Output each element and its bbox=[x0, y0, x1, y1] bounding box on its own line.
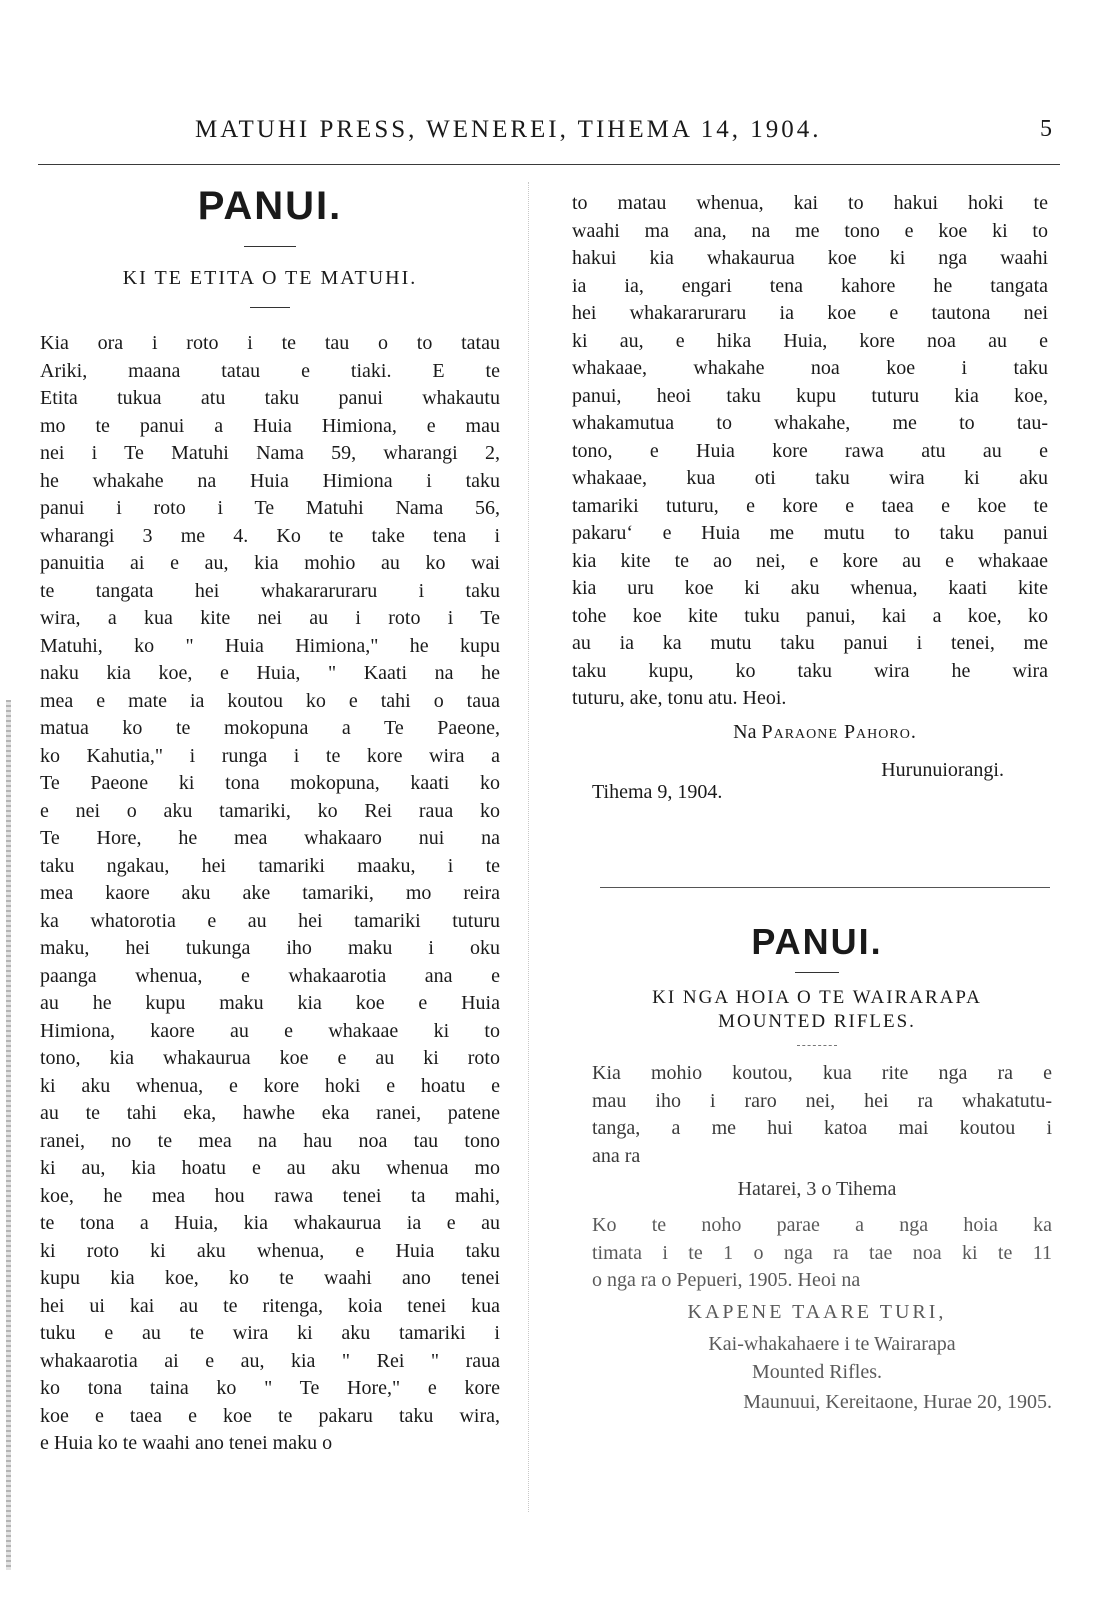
notice2-paragraph-2 bbox=[582, 1212, 1052, 1295]
text-line: Etita tukua atu taku panui whakautu bbox=[40, 387, 500, 409]
text-line: ia ia, engari tena kahore he tangata bbox=[572, 274, 1048, 297]
text-line: Te Paeone ki tona mokopuna, kaati ko bbox=[40, 772, 500, 794]
signature-prefix: Na bbox=[733, 720, 757, 743]
notice2-subtitle-line2: MOUNTED RIFLES. bbox=[718, 1011, 916, 1032]
text-line: ko Kahutia," i runga i te kore wira a bbox=[40, 744, 500, 767]
page-number: 5 bbox=[1040, 116, 1055, 142]
text-line: au ia ka mutu taku panui i tenei, me bbox=[572, 632, 1048, 654]
header-rule bbox=[38, 164, 1060, 165]
notice2-title-rule bbox=[795, 972, 839, 973]
text-line: panuitia ai e au, kia mohio au ko wai bbox=[40, 552, 500, 574]
binding-edge bbox=[6, 700, 11, 1570]
signature-name: Paraone Pahoro. bbox=[761, 720, 917, 743]
text-line: ko tona taina ko " Te Hore," e kore bbox=[40, 1377, 500, 1399]
notice-title: PANUI. bbox=[197, 184, 343, 228]
notice-2 bbox=[582, 918, 1052, 1419]
text-line: Te Hore, he mea whakaaro nui na bbox=[40, 827, 500, 849]
text-line: Ariki, maana tatau e tiaki. E te bbox=[40, 359, 500, 382]
text-line: koe e taea e koe te pakaru taku wira, bbox=[40, 1404, 500, 1427]
text-line: ka whatorotia e au hei tamariki tuturu bbox=[40, 909, 500, 932]
text-line: mea e mate ia koutou ko e tahi o taua bbox=[40, 689, 500, 712]
text-line: mau iho i raro nei, hei ra whakatutu- bbox=[592, 1089, 1052, 1112]
text-line: ki au, kia hoatu e au aku whenua mo bbox=[40, 1157, 500, 1179]
text-line: hei ui kai au te ritenga, koia tenei kua bbox=[40, 1294, 500, 1317]
text-line: au he kupu maku kia koe e Huia bbox=[40, 992, 500, 1014]
text-line: nei i Te Matuhi Nama 59, wharangi 2, bbox=[40, 442, 500, 464]
subtitle-rule bbox=[250, 307, 290, 308]
left-column bbox=[40, 176, 500, 1458]
text-line: matua ko te mokopuna a Te Paeone, bbox=[40, 717, 500, 739]
signature-line bbox=[572, 721, 1048, 749]
text-line: tuku e au te wira ki aku tamariki i bbox=[40, 1322, 500, 1344]
text-line: timata i te 1 o nga ra tae noa ki te 11 bbox=[592, 1241, 1052, 1264]
text-line: mea kaore aku ake tamariki, mo reira bbox=[40, 882, 500, 904]
notice2-date-line: Hatarei, 3 o Tihema bbox=[737, 1178, 897, 1200]
text-line: tono, kia whakaurua koe e au ki roto bbox=[40, 1047, 500, 1069]
notice2-paragraph-1 bbox=[582, 1060, 1052, 1170]
column-separator bbox=[528, 182, 529, 1512]
text-line: to matau whenua, kai to hakui hoki te bbox=[572, 192, 1048, 214]
text-line: mo te panui a Huia Himiona, e mau bbox=[40, 414, 500, 437]
text-line: koe, he mea hou rawa tenei ta mahi, bbox=[40, 1184, 500, 1207]
signature-place: Hurunuiorangi. bbox=[881, 758, 1004, 781]
text-line: tono, e Huia kore rawa atu au e bbox=[572, 439, 1048, 462]
text-line: Ko te noho parae a nga hoia ka bbox=[592, 1214, 1052, 1236]
text-line: ana ra bbox=[592, 1144, 641, 1167]
text-line: he whakahe na Huia Himiona i taku bbox=[40, 469, 500, 492]
text-line: naku kia koe, e Huia, " Kaati na he bbox=[40, 662, 500, 684]
notice2-place-date: Maunuui, Kereitaone, Hurae 20, 1905. bbox=[743, 1390, 1052, 1413]
text-line: taku kupu, ko taku wira he wira bbox=[572, 659, 1048, 682]
notice-body-continued bbox=[572, 190, 1048, 713]
right-column bbox=[572, 190, 1048, 807]
notice2-role-line2: Mounted Rifles. bbox=[752, 1360, 882, 1383]
text-line: panui i roto i Te Matuhi Nama 56, bbox=[40, 497, 500, 519]
text-line: tuturu, ake, tonu atu. Heoi. bbox=[572, 687, 787, 709]
text-line: tamariki tuturu, e kore e taea e koe te bbox=[572, 494, 1048, 517]
notice-subtitle: KI TE ETITA O TE MATUHI. bbox=[122, 267, 418, 289]
text-line: ki aku whenua, e kore hoki e hoatu e bbox=[40, 1074, 500, 1097]
text-line: Himiona, kaore au e whakaae ki to bbox=[40, 1019, 500, 1042]
text-line: au te tahi eka, hawhe eka ranei, patene bbox=[40, 1102, 500, 1124]
text-line: te tangata hei whakararuraru i taku bbox=[40, 579, 500, 602]
text-line: panui, heoi taku kupu tuturu kia koe, bbox=[572, 384, 1048, 407]
text-line: whakaarotia ai e au, kia " Rei " raua bbox=[40, 1349, 500, 1372]
text-line: e Huia ko te waahi ano tenei maku o bbox=[40, 1432, 333, 1454]
text-line: paanga whenua, e whakaarotia ana e bbox=[40, 964, 500, 987]
text-line: ki roto ki aku whenua, e Huia taku bbox=[40, 1239, 500, 1262]
text-line: Kia mohio koutou, kua rite nga ra e bbox=[592, 1062, 1052, 1084]
text-line: whakamutua to whakahe, me to tau- bbox=[572, 412, 1048, 434]
running-title: MATUHI PRESS, WENEREI, TIHEMA 14, 1904. bbox=[195, 116, 822, 143]
text-line: whakaae, kua oti taku wira ki aku bbox=[572, 467, 1048, 489]
page-header bbox=[195, 116, 1055, 152]
text-line: e nei o aku tamariki, ko Rei raua ko bbox=[40, 799, 500, 822]
text-line: taku ngakau, hei tamariki maaku, i te bbox=[40, 854, 500, 877]
text-line: tohe koe kite tuku panui, kai a koe, ko bbox=[572, 604, 1048, 627]
text-line: maku, hei tukunga iho maku i oku bbox=[40, 937, 500, 959]
notice2-role-line1: Kai-whakahaere i te Wairarapa bbox=[708, 1332, 956, 1355]
text-line: hakui kia whakaurua koe ki nga waahi bbox=[572, 247, 1048, 269]
text-line: kia uru koe ki aku whenua, kaati kite bbox=[572, 577, 1048, 599]
text-line: wharangi 3 me 4. Ko te take tena i bbox=[40, 524, 500, 547]
text-line: wira, a kua kite nei au i roto i Te bbox=[40, 607, 500, 629]
notice-date: Tihema 9, 1904. bbox=[592, 780, 723, 803]
notice-body bbox=[40, 330, 500, 1458]
notice-separator-rule bbox=[600, 887, 1050, 888]
notice2-subtitle-rule bbox=[797, 1045, 837, 1046]
notice2-subtitle-line1: KI NGA HOIA O TE WAIRARAPA bbox=[652, 987, 982, 1008]
notice2-signature: KAPENE TAARE TURI, bbox=[687, 1300, 947, 1323]
text-line: tanga, a me hui katoa mai koutou i bbox=[592, 1117, 1052, 1139]
text-line: kupu kia koe, ko te waahi ano tenei bbox=[40, 1267, 500, 1289]
title-rule bbox=[244, 246, 296, 247]
text-line: Kia ora i roto i te tau o to tatau bbox=[40, 332, 500, 354]
text-line: Matuhi, ko " Huia Himiona," he kupu bbox=[40, 634, 500, 657]
text-line: te tona a Huia, kia whakaurua ia e au bbox=[40, 1212, 500, 1234]
text-line: pakaru‘ e Huia me mutu to taku panui bbox=[572, 522, 1048, 544]
text-line: ranei, no te mea na hau noa tau tono bbox=[40, 1129, 500, 1152]
text-line: ki au, e hika Huia, kore noa au e bbox=[572, 329, 1048, 352]
text-line: hei whakararuraru ia koe e tautona nei bbox=[572, 302, 1048, 324]
text-line: kia kite te ao nei, e kore au e whakaae bbox=[572, 549, 1048, 572]
text-line: o nga ra o Pepueri, 1905. Heoi na bbox=[592, 1269, 861, 1291]
text-line: whakaae, whakahe noa koe i taku bbox=[572, 357, 1048, 379]
text-line: waahi ma ana, na me tono e koe ki to bbox=[572, 219, 1048, 242]
notice2-title: PANUI. bbox=[751, 921, 883, 962]
